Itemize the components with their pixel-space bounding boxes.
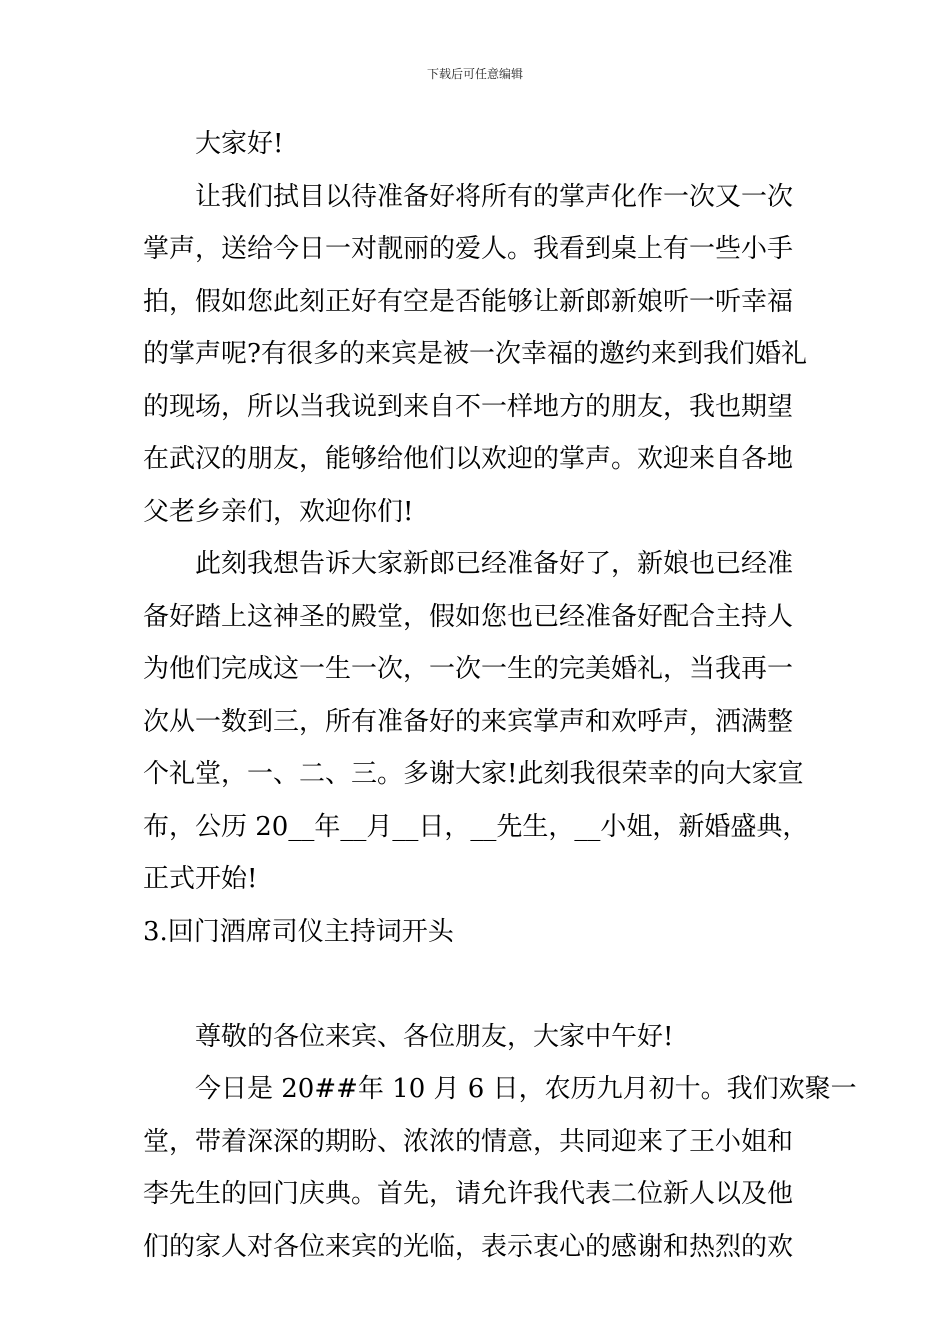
blank-line <box>143 968 815 1000</box>
paragraph-line: 让我们拭目以待准备好将所有的掌声化作一次又一次 <box>195 181 794 212</box>
paragraph-line: 备好踏上这神圣的殿堂，假如您也已经准备好配合主持人 <box>143 601 794 632</box>
paragraph-line: 的掌声呢?有很多的来宾是被一次幸福的邀约来到我们婚礼 <box>143 339 807 369</box>
paragraph-line: 次从一数到三，所有准备好的来宾掌声和欢呼声，洒满整 <box>143 706 794 737</box>
paragraph-line: 李先生的回门庆典。首先，请允许我代表二位新人以及他 <box>143 1179 794 1209</box>
paragraph-line: 的现场，所以当我说到来自不一样地方的朋友，我也期望 <box>143 391 794 422</box>
page-header-note: 下载后可任意编辑 <box>426 67 523 81</box>
paragraph-line: 父老乡亲们，欢迎你们! <box>143 496 414 527</box>
paragraph-line: 正式开始! <box>143 864 258 894</box>
paragraph-line: 在武汉的朋友，能够给他们以欢迎的掌声。欢迎来自各地 <box>143 444 794 474</box>
document-body <box>143 128 857 1283</box>
paragraph-line: 堂，带着深深的期盼、浓浓的情意，共同迎来了王小姐和 <box>143 1126 794 1157</box>
section-heading: 3.回门酒席司仪主持词开头 <box>143 916 454 947</box>
paragraph-line: 掌声，送给今日一对靓丽的爱人。我看到桌上有一些小手 <box>143 234 794 264</box>
paragraph-line: 为他们完成这一生一次，一次一生的完美婚礼，当我再一 <box>143 654 794 684</box>
paragraph-line: 个礼堂，一、二、三。多谢大家!此刻我很荣幸的向大家宣 <box>143 759 804 789</box>
paragraph-line: 今日是 20##年 10 月 6 日，农历九月初十。我们欢聚一 <box>195 1074 857 1104</box>
greeting-line: 大家好! <box>195 129 284 159</box>
paragraph-line: 布，公历 20__年__月__日，__先生，__小姐，新婚盛典， <box>143 811 809 842</box>
paragraph-line: 此刻我想告诉大家新郎已经准备好了，新娘也已经准 <box>195 549 794 579</box>
paragraph-line: 们的家人对各位来宾的光临，表示衷心的感谢和热烈的欢 <box>143 1231 794 1262</box>
greeting-line: 尊敬的各位来宾、各位朋友，大家中午好! <box>195 1021 674 1052</box>
paragraph-line: 拍，假如您此刻正好有空是否能够让新郎新娘听一听幸福 <box>143 286 794 317</box>
